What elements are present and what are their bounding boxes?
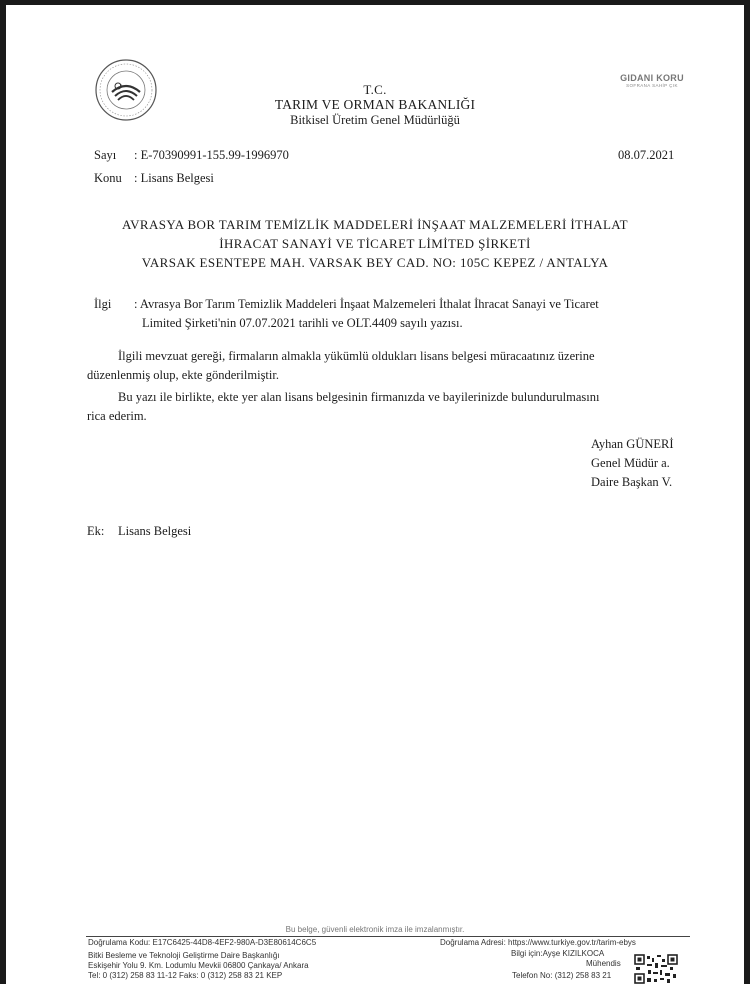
campaign-logo-text: GIDANI KORU [620,73,684,83]
signatory-name: Ayhan GÜNERİ [591,437,674,451]
verification-code: Doğrulama Kodu: E17C6425-44D8-4EF2-980A-D3E80614C6C5 [88,938,317,947]
ilgi-line-1: : Avrasya Bor Tarım Temizlik Maddeleri İnşaat Malzemeleri İthalat İhracat Sanayi ve Ticaret [134,297,599,311]
contact-person: Bilgi için:Ayşe KIZILKOCA [511,949,605,958]
contact-phone: Telefon No: (312) 258 83 21 [512,971,612,980]
body-paragraph-1-line-2: düzenlenmiş olup, ekte gönderilmiştir. [87,368,279,382]
sayi-value: : E-70390991-155.99-1996970 [134,148,289,162]
konu-value: : Lisans Belgesi [134,171,214,185]
secure-signature-note: Bu belge, güvenli elektronik imza ile imzalanmıştır. [285,925,465,934]
signatory-title-2: Daire Başkan V. [591,475,673,489]
recipient-line-2: İHRACAT SANAYİ VE TİCARET LİMİTED ŞİRKETİ [219,236,531,251]
department-phone: Tel: 0 (312) 258 83 11-12 Faks: 0 (312) 258 83 21 KEP [88,971,283,980]
signatory-title-1: Genel Müdür a. [591,456,670,470]
footer-divider [86,936,690,937]
ilgi-label: İlgi [94,297,112,311]
department-name: Bitki Besleme ve Teknoloji Geliştirme Daire Başkanlığı [88,951,280,960]
body-paragraph-2-line-2: rica ederim. [87,409,147,423]
qr-code-icon [634,954,678,984]
sayi-label: Sayı [94,148,117,162]
attachment-label: Ek: [87,524,105,538]
verification-address: Doğrulama Adresi: https://www.turkiye.gov.tr/tarim-ebys [440,938,636,947]
recipient-address: VARSAK ESENTEPE MAH. VARSAK BEY CAD. NO: 105C KEPEZ / ANTALYA [141,255,609,270]
body-paragraph-1-line-1: İlgili mevzuat gereği, firmaların almakla yükümlü oldukları lisans belgesi müracaatınız üzerine [118,349,595,363]
document-page [6,5,744,984]
header-ministry: TARIM VE ORMAN BAKANLIĞI [274,97,476,112]
campaign-logo-subtext: SOFRANA SAHİP ÇIK [626,83,678,88]
header-directorate: Bitkisel Üretim Genel Müdürlüğü [290,113,460,127]
document-date: 08.07.2021 [618,148,675,162]
contact-title: Mühendis [586,959,621,968]
attachment-value: Lisans Belgesi [118,524,192,538]
header-tc: T.C. [363,82,387,97]
body-paragraph-2-line-1: Bu yazı ile birlikte, ekte yer alan lisans belgesinin firmanızda ve bayilerinizde bulundurulmasını [118,390,600,404]
recipient-line-1: AVRASYA BOR TARIM TEMİZLİK MADDELERİ İNŞAAT MALZEMELERİ İTHALAT [122,217,628,232]
ilgi-line-2: Limited Şirketi'nin 07.07.2021 tarihli ve OLT.4409 sayılı yazısı. [142,316,463,330]
konu-label: Konu [94,171,122,185]
campaign-logo [612,73,692,88]
department-address: Eskişehir Yolu 9. Km. Lodumlu Mevkii 06800 Çankaya/ Ankara [88,961,309,970]
